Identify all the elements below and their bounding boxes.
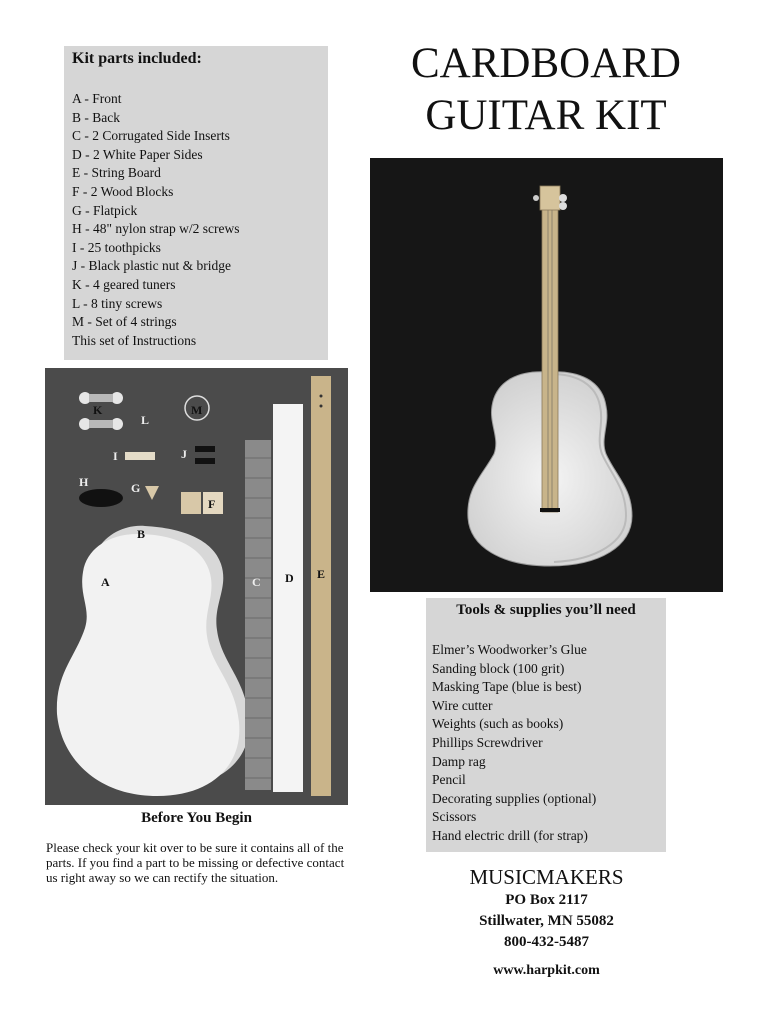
list-item: Sanding block (100 grit) <box>432 660 565 676</box>
label-l: L <box>141 413 150 427</box>
label-i: I <box>113 449 118 463</box>
label-c: C <box>252 575 261 589</box>
page-title <box>370 38 722 142</box>
list-item: I - 25 toothpicks <box>72 239 161 255</box>
company-name: MUSICMAKERS <box>469 865 624 889</box>
list-item: C - 2 Corrugated Side Inserts <box>72 128 230 144</box>
kit-parts-list <box>72 90 320 350</box>
list-item: K - 4 geared tuners <box>72 276 176 292</box>
label-h: H <box>79 475 89 489</box>
list-item: Wire cutter <box>432 697 493 713</box>
label-f: F <box>208 497 216 511</box>
list-item: This set of Instructions <box>72 332 197 348</box>
kit-parts-box <box>64 46 328 360</box>
po-box: PO Box 2117 <box>505 892 588 908</box>
list-item: Scissors <box>432 809 477 825</box>
part-toothpicks <box>125 452 155 460</box>
label-a: A <box>101 575 110 589</box>
list-item: Elmer’s Woodworker’s Glue <box>432 642 587 657</box>
list-item: Weights (such as books) <box>432 716 564 732</box>
list-item: Decorating supplies (optional) <box>432 790 597 806</box>
list-item: Hand electric drill (for strap) <box>432 827 588 843</box>
tools-supplies-box <box>426 598 666 852</box>
list-item: Phillips Screwdriver <box>432 734 543 750</box>
before-you-begin-heading: Before You Begin <box>141 810 252 826</box>
label-j: J <box>181 447 187 461</box>
list-item: G - Flatpick <box>72 202 138 218</box>
list-item: L - 8 tiny screws <box>72 295 163 311</box>
list-item: F - 2 Wood Blocks <box>72 183 174 199</box>
website-link[interactable]: www.harpkit.com <box>493 963 600 978</box>
kit-parts-photo <box>45 368 348 805</box>
label-d: D <box>285 571 294 585</box>
list-item: J - Black plastic nut & bridge <box>72 258 231 274</box>
list-item: A - Front <box>72 91 122 106</box>
list-item: D - 2 White Paper Sides <box>72 146 203 162</box>
part-string-board <box>311 376 331 796</box>
part-strap <box>79 489 123 507</box>
part-nut <box>195 446 215 452</box>
part-paper-sides <box>273 404 303 792</box>
contact-block <box>430 864 663 979</box>
part-bridge <box>195 458 215 464</box>
list-item: M - Set of 4 strings <box>72 314 177 330</box>
city-state-zip: Stillwater, MN 55082 <box>479 913 614 929</box>
tools-list <box>432 641 660 846</box>
title-line-2: GUITAR KIT <box>425 92 667 139</box>
tools-heading: Tools & supplies you’ll need <box>456 602 636 618</box>
label-m: M <box>191 403 203 417</box>
list-item: E - String Board <box>72 165 161 181</box>
label-b: B <box>137 527 146 541</box>
title-line-1: CARDBOARD <box>411 40 681 87</box>
part-wood-block <box>181 492 201 514</box>
list-item: Masking Tape (blue is best) <box>432 679 582 695</box>
label-k: K <box>93 403 103 417</box>
list-item: Damp rag <box>432 753 486 769</box>
guitar-illustration <box>370 158 723 592</box>
before-you-begin-text: Please check your kit over to be sure it contains all of the parts. If you find a part to be missing or defective contact us right away so we can rectify the situation. <box>46 840 345 885</box>
list-item: Pencil <box>432 772 466 788</box>
phone-number: 800-432-5487 <box>504 934 589 950</box>
kit-parts-heading: Kit parts included: <box>72 50 202 67</box>
parts-illustration <box>45 368 348 805</box>
label-e: E <box>317 567 326 581</box>
label-g: G <box>131 481 141 495</box>
list-item: B - Back <box>72 109 120 125</box>
list-item: H - 48" nylon strap w/2 screws <box>72 221 240 237</box>
assembled-guitar-photo <box>370 158 723 592</box>
